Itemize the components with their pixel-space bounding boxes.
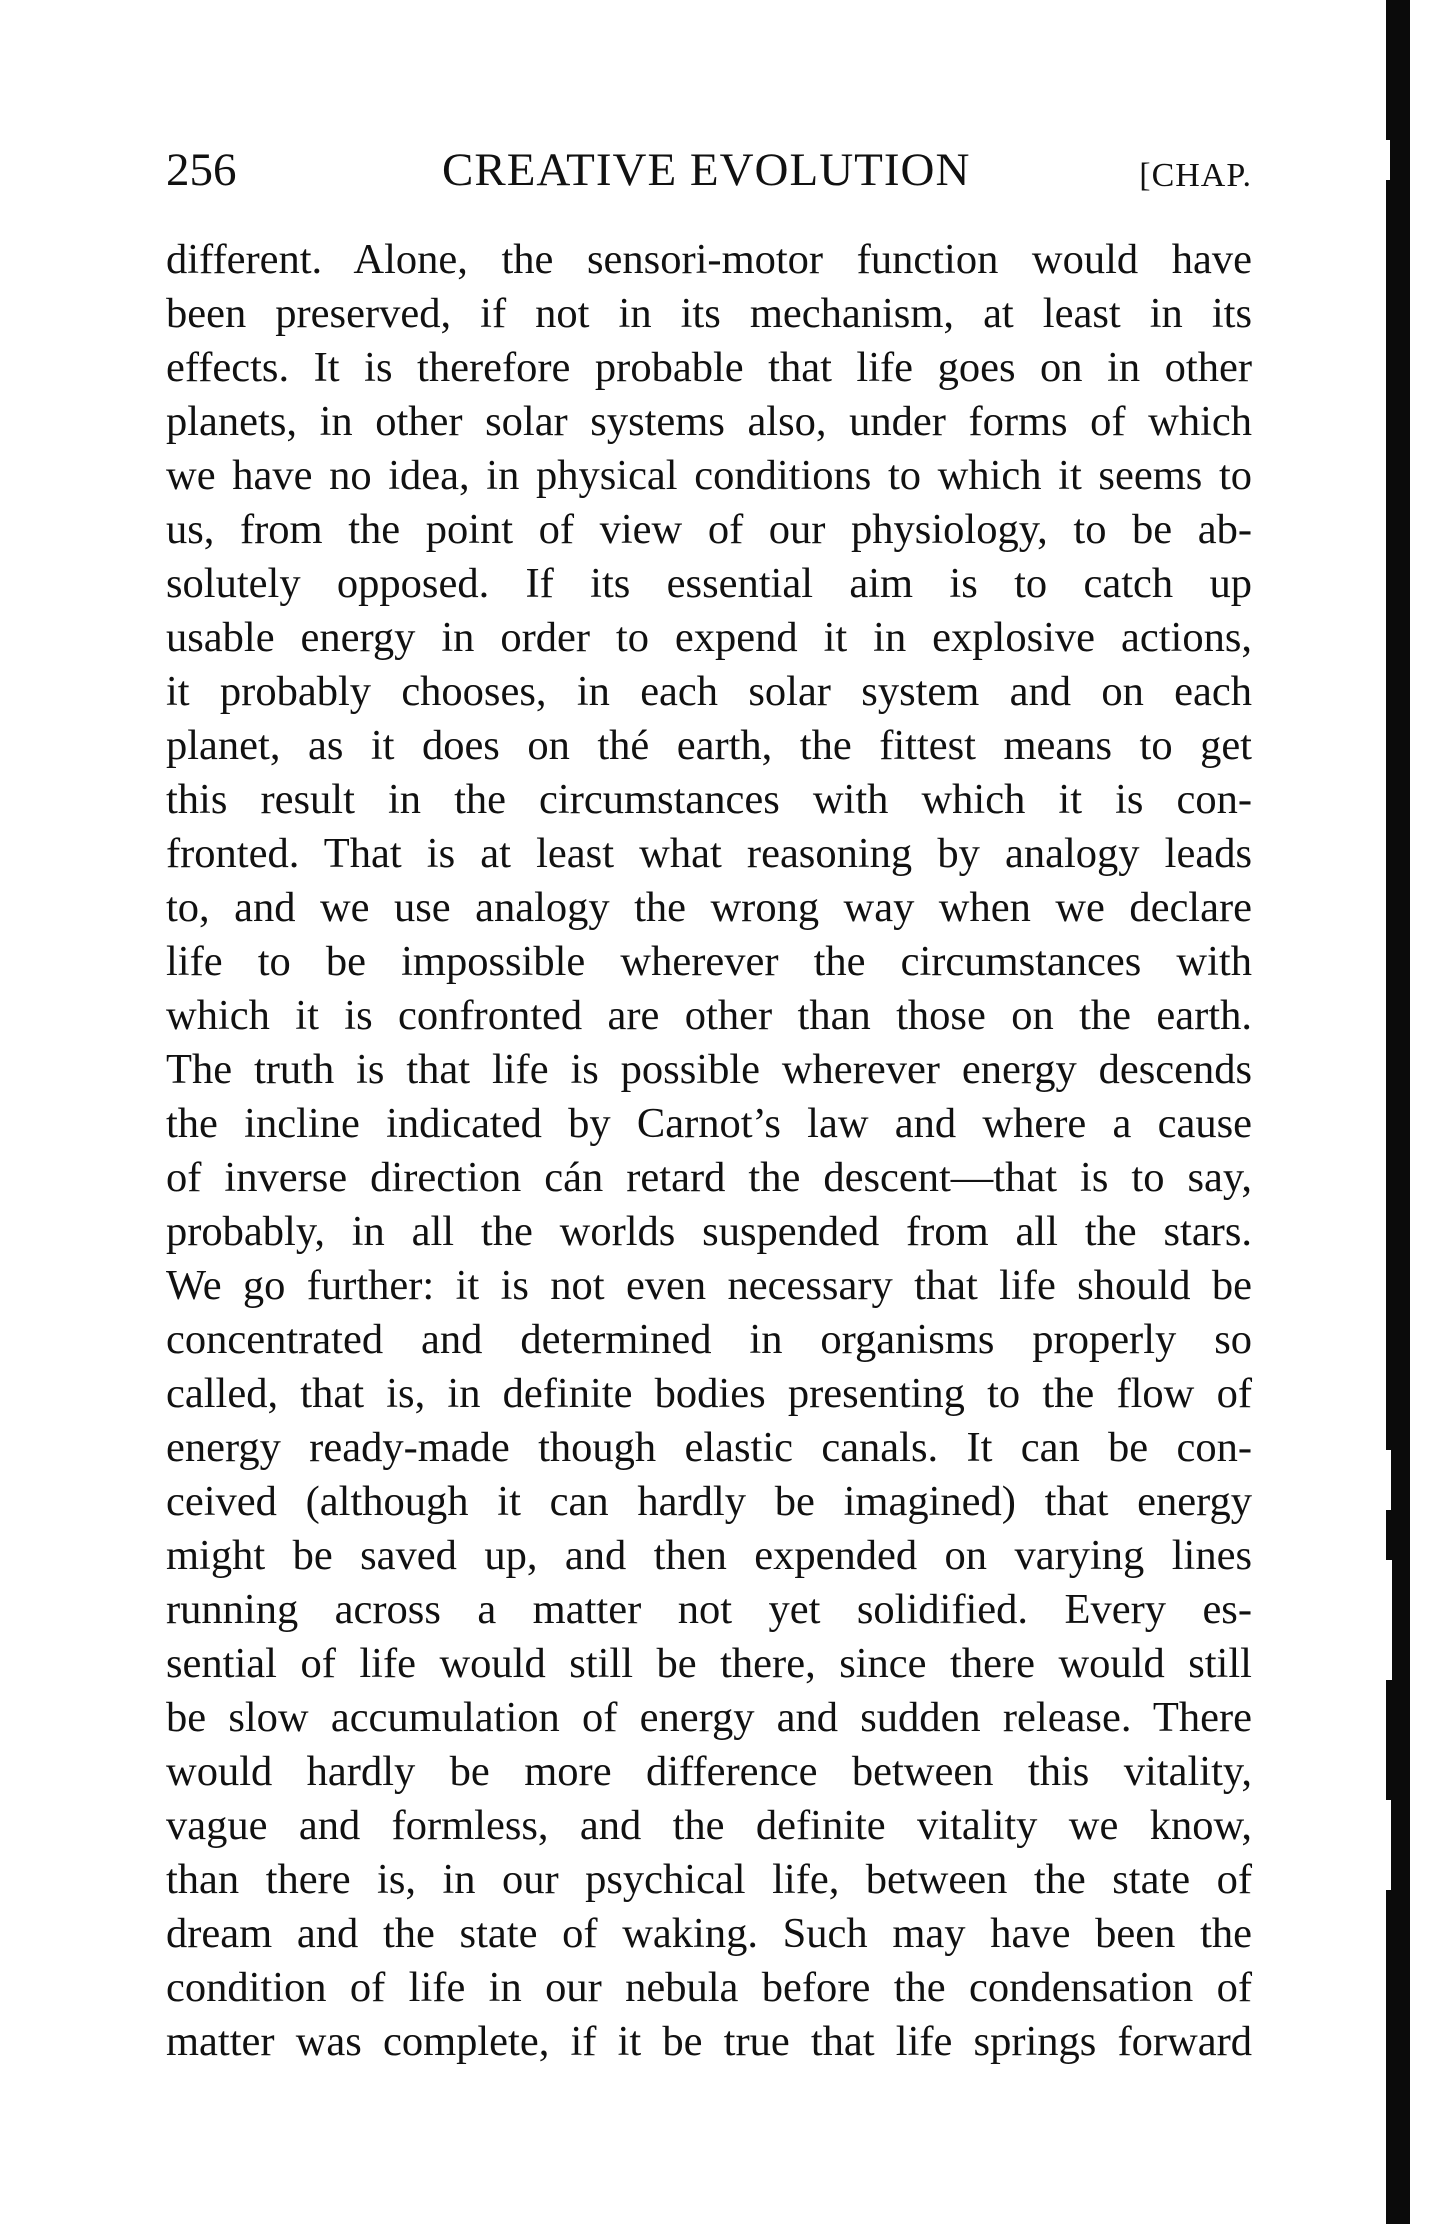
edge-notch (1386, 1450, 1391, 1510)
text-line: this result in the circumstances with which it is con- (166, 776, 1252, 823)
scan-edge-shadow (1386, 0, 1410, 2224)
text-line: solutely opposed. If its essential aim is to catch up (166, 560, 1252, 607)
text-line: different. Alone, the sensori-motor function would have (166, 236, 1252, 283)
text-line: it probably chooses, in each solar system and on each (166, 668, 1252, 715)
text-line: sential of life would still be there, since there would still (166, 1640, 1252, 1687)
text-line: probably, in all the worlds suspended from all the stars. (166, 1208, 1252, 1255)
book-title: CREATIVE EVOLUTION (442, 144, 971, 196)
text-line: running across a matter not yet solidified. Every es- (166, 1586, 1252, 1633)
text-line: energy ready-made though elastic canals. It can be con- (166, 1424, 1252, 1471)
text-line: which it is confronted are other than those on the earth. (166, 992, 1252, 1039)
edge-notch (1386, 1560, 1392, 1680)
text-line: The truth is that life is possible wherever energy descends (166, 1046, 1252, 1093)
running-head (166, 140, 1252, 200)
text-line: fronted. That is at least what reasoning by analogy leads (166, 830, 1252, 877)
text-line: effects. It is therefore probable that life goes on in other (166, 344, 1252, 391)
text-line: ceived (although it can hardly be imagined) that energy (166, 1478, 1252, 1525)
text-line: the incline indicated by Carnot’s law and where a cause (166, 1100, 1252, 1147)
text-line: would hardly be more difference between this vitality, (166, 1748, 1252, 1795)
text-line: be slow accumulation of energy and sudden release. There (166, 1694, 1252, 1741)
text-line: matter was complete, if it be true that life springs forward (166, 2018, 1252, 2065)
text-line: than there is, in our psychical life, between the state of (166, 1856, 1252, 1903)
text-line: vague and formless, and the definite vitality we know, (166, 1802, 1252, 1849)
text-line: concentrated and determined in organisms properly so (166, 1316, 1252, 1363)
edge-notch (1386, 1800, 1391, 1890)
text-line: dream and the state of waking. Such may have been the (166, 1910, 1252, 1957)
text-line: been preserved, if not in its mechanism, at least in its (166, 290, 1252, 337)
text-line: of inverse direction cán retard the descent—that is to say, (166, 1154, 1252, 1201)
text-line: us, from the point of view of our physiology, to be ab- (166, 506, 1252, 553)
edge-notch (1386, 140, 1390, 180)
text-line: usable energy in order to expend it in explosive actions, (166, 614, 1252, 661)
text-line: planet, as it does on thé earth, the fittest means to get (166, 722, 1252, 769)
chapter-label: [CHAP. (1139, 157, 1252, 194)
text-line: called, that is, in definite bodies presenting to the flow of (166, 1370, 1252, 1417)
body-text (166, 233, 1252, 2069)
text-line: to, and we use analogy the wrong way when we declare (166, 884, 1252, 931)
text-line: planets, in other solar systems also, under forms of which (166, 398, 1252, 445)
text-line: we have no idea, in physical conditions to which it seems to (166, 452, 1252, 499)
text-line: might be saved up, and then expended on varying lines (166, 1532, 1252, 1579)
text-line: We go further: it is not even necessary that life should be (166, 1262, 1252, 1309)
text-line: condition of life in our nebula before the condensation of (166, 1964, 1252, 2011)
text-line: life to be impossible wherever the circumstances with (166, 938, 1252, 985)
page-number: 256 (166, 144, 237, 196)
